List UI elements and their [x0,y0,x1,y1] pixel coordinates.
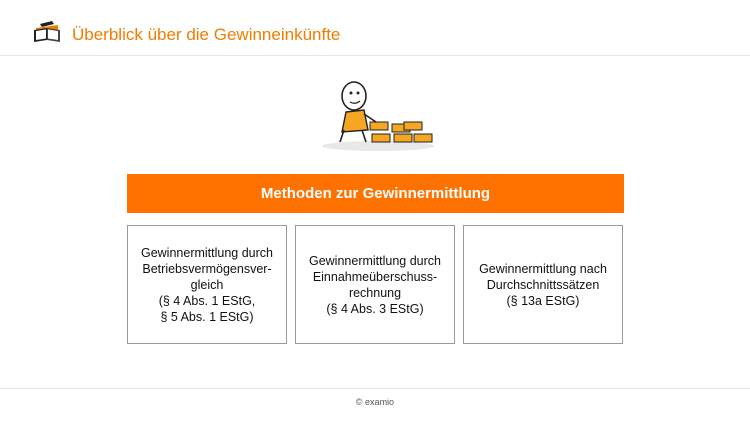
stick-figure-building-bricks-icon [318,72,436,152]
box-line: Gewinnermittlung durch [308,253,441,268]
box-line: Betriebsvermögensver- [142,261,272,276]
box-line: Gewinnermittlung durch [140,245,273,260]
page-header [0,0,750,56]
box-line: (§ 4 Abs. 3 EStG) [326,301,424,316]
box-line: (§ 4 Abs. 1 EStG, [158,293,256,308]
box-line: rechnung [348,285,402,300]
box-line: Einnahmeüberschuss- [312,269,438,284]
box-line: Gewinnermittlung nach [479,261,607,276]
box-line: § 5 Abs. 1 EStG) [160,309,254,324]
book-hat-logo-icon [32,19,62,43]
box-line: gleich [190,277,224,292]
methods-heading-banner: Methoden zur Gewinnermittlung [127,174,624,213]
footer-divider [0,388,750,389]
box-line: Durchschnittssätzen [486,277,600,292]
method-box-betriebsvermoegensvergleich [127,225,287,344]
method-box-durchschnittssaetze [463,225,623,344]
footer-copyright: © examio [355,397,395,407]
page-title: Überblick über die Gewinneinkünfte [72,25,341,44]
box-line: (§ 13a EStG) [506,293,580,308]
method-box-einnahmeueberschussrechnung [295,225,455,344]
